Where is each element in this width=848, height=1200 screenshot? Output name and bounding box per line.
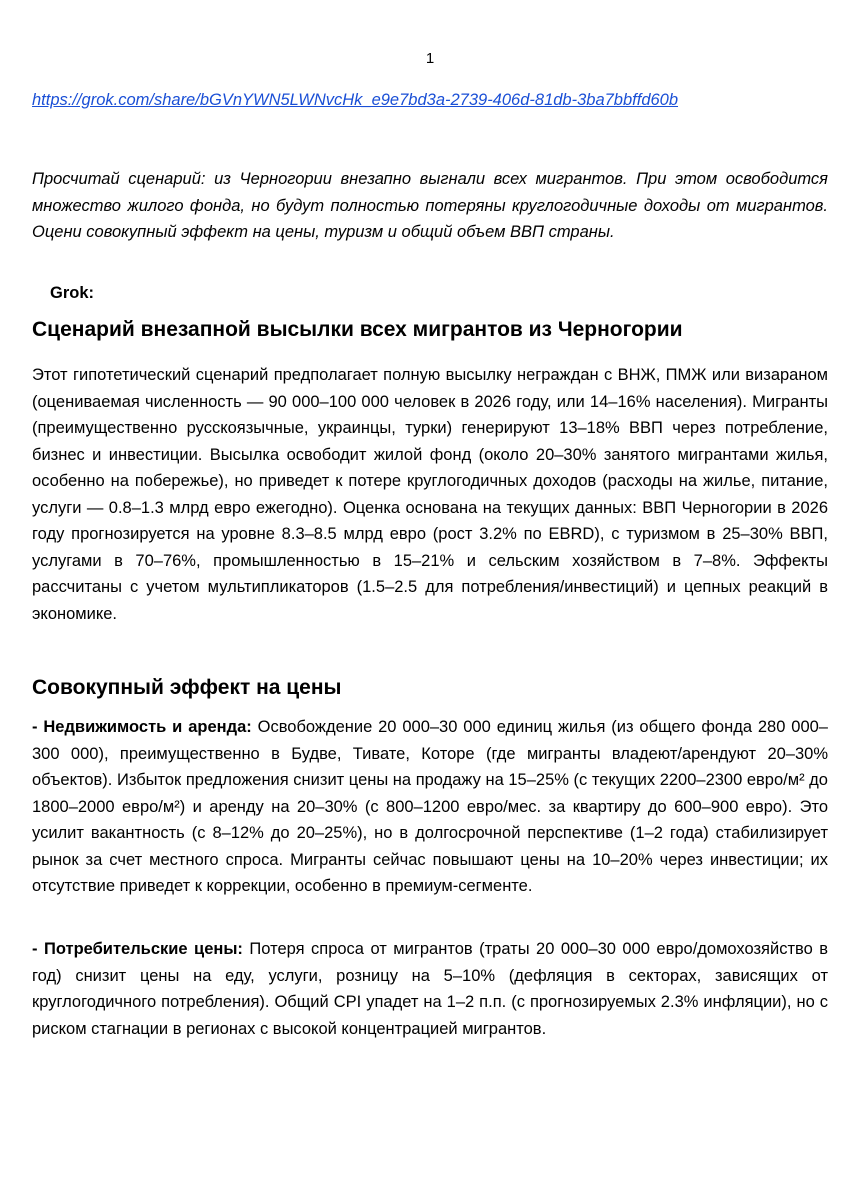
realty-text: Освобождение 20 000–30 000 единиц жилья (из общего фонда 280 000–300 000), преимущественно в Будве, Тивате, Которе (где мигранты владеют/арендуют 20–30% объектов). Избыток предложения снизит цены на продажу на 15–25% (с текущих 2200–2300 евро/м² до 1800–2000 евро/м²) и аренду на 20–30% (с 800–1200 евро/мес. за квартиру до 600–900 евро). Это усилит вакантность (с 8–12% до 20–25%), но в долгосрочной перспективе (1–2 года) стабилизирует рынок за счет местного спроса. Мигранты сейчас повышают цены на 10–20% через инвестиции; их отсутствие приведет к коррекции, особенно в премиум-сегменте. [32,718,828,895]
user-prompt: Просчитай сценарий: из Черногории внезапно выгнали всех мигрантов. При этом освободится множество жилого фонда, но будут полностью потеряны круглогодичные доходы от мигрантов. Оцени совокупный эффект на цены, туризм и общий объем ВВП страны. [32,170,828,241]
consumer-prices-paragraph [32,936,828,1042]
intro-paragraph: Этот гипотетический сценарий предполагает полную высылку неграждан с ВНЖ, ПМЖ или визараном (оцениваемая численность — 90 000–100 000 человек в 2026 году, или 14–16% населения). Мигранты (преимущественно русскоязычные, украинцы, турки) генерируют 13–18% ВВП через потребление, бизнес и инвестиции. Высылка освободит жилой фонд (около 20–30% занятого мигрантами жилья, особенно на побережье), но приведет к потере круглогодичных доходов (расходы на жилье, питание, услуги — 0.8–1.3 млрд евро ежегодно). Оценка основана на текущих данных: ВВП Черногории в 2026 году прогнозируется на уровне 8.3–8.5 млрд евро (рост 3.2% по EBRD), с туризмом в 25–30% ВВП, услугами в 70–76%, промышленностью в 15–21% и сельским хозяйством в 7–8%. Эффекты рассчитаны с учетом мультипликаторов (1.5–2.5 для потребления/инвестиций) и цепных реакций в экономике. [32,366,828,623]
section-heading-scenario: Сценарий внезапной высылки всех мигрантов из Черногории [32,318,683,341]
grok-share-link[interactable]: https://grok.com/share/bGVnYWN5LWNvcHk_e9e7bd3a-2739-406d-81db-3ba7bbffd60b [32,91,679,109]
consumer-prices-label: - Потребительские цены: [32,940,243,958]
section-heading-prices: Совокупный эффект на цены [32,676,342,699]
page-number: 1 [425,50,435,67]
consumer-prices-text: Потеря спроса от мигрантов (траты 20 000–30 000 евро/домохозяйство в год) снизит цены на еду, услуги, розницу на 5–10% (дефляция в секторах, зависящих от круглогодичного потребления). Общий CPI упадет на 1–2 п.п. (с прогнозируемых 2.3% инфляции), но с риском стагнации в регионах с высокой концентрацией мигрантов. [32,940,828,1038]
realty-label: - Недвижимость и аренда: [32,718,252,736]
speaker-label: Grok: [50,284,95,302]
realty-paragraph [32,714,828,900]
